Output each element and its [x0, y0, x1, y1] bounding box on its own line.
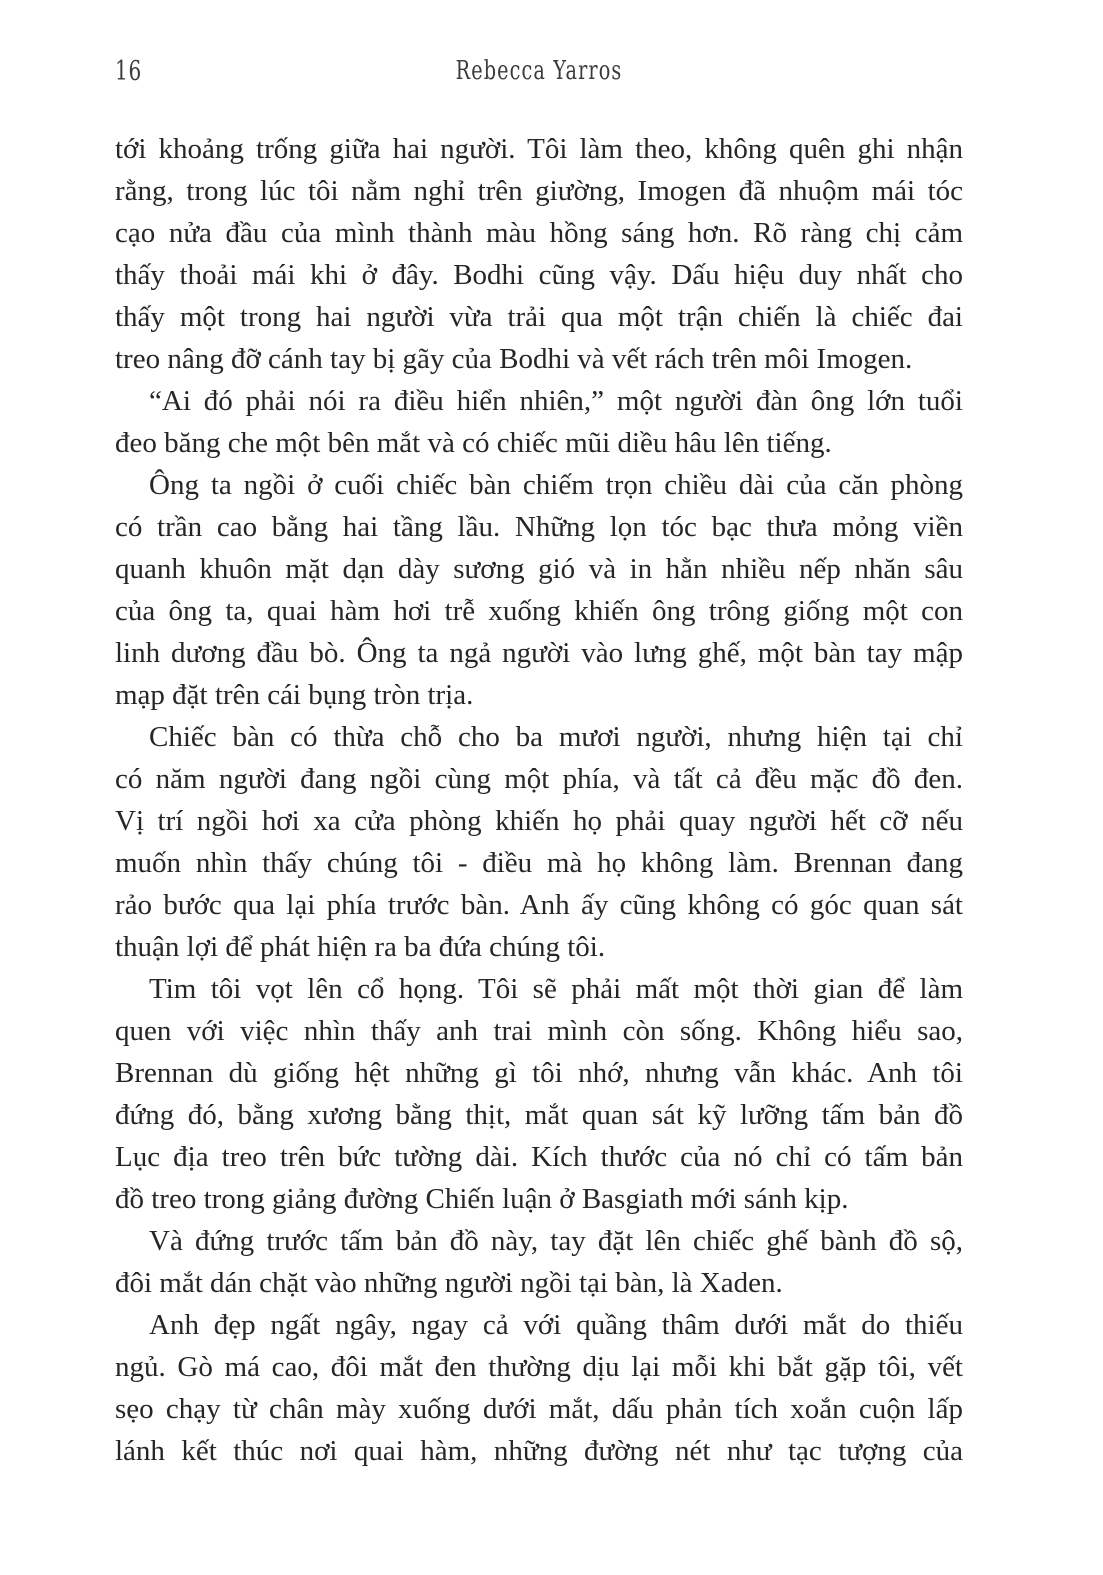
text-line: của ông ta, quai hàm hơi trễ xuống khiến ông trông giống một con	[115, 595, 963, 627]
text-line: thuận lợi để phát hiện ra ba đứa chúng tôi.	[115, 931, 606, 963]
text-line: quanh khuôn mặt dạn dày sương gió và in hằn nhiều nếp nhăn sâu	[115, 553, 963, 585]
text-line: lánh kết thúc nơi quai hàm, những đường nét như tạc tượng của	[115, 1435, 963, 1467]
text-line: tới khoảng trống giữa hai người. Tôi làm theo, không quên ghi nhận	[115, 133, 963, 165]
paragraph	[115, 1220, 963, 1304]
text-line: thấy một trong hai người vừa trải qua một trận chiến là chiếc đai	[115, 301, 963, 333]
text-line: rằng, trong lúc tôi nằm nghỉ trên giường, Imogen đã nhuộm mái tóc	[115, 175, 963, 207]
paragraph	[115, 968, 963, 1220]
text-line: Vị trí ngồi hơi xa cửa phòng khiến họ phải quay người hết cỡ nếu	[115, 805, 963, 837]
paragraph	[115, 464, 963, 716]
text-line: muốn nhìn thấy chúng tôi - điều mà họ không làm. Brennan đang	[115, 847, 963, 879]
page-header	[115, 56, 963, 90]
text-line: Ông ta ngồi ở cuối chiếc bàn chiếm trọn chiều dài của căn phòng	[149, 469, 963, 501]
text-line: sẹo chạy từ chân mày xuống dưới mắt, dấu phản tích xoắn cuộn lấp	[115, 1393, 963, 1425]
text-line: đôi mắt dán chặt vào những người ngồi tại bàn, là Xaden.	[115, 1267, 783, 1299]
text-line: Anh đẹp ngất ngây, ngay cả với quầng thâm dưới mắt do thiếu	[149, 1309, 963, 1341]
text-line: Và đứng trước tấm bản đồ này, tay đặt lên chiếc ghế bành đồ sộ,	[149, 1225, 963, 1257]
text-line: đồ treo trong giảng đường Chiến luận ở Basgiath mới sánh kịp.	[115, 1183, 849, 1215]
text-line: có trần cao bằng hai tầng lầu. Những lọn tóc bạc thưa mỏng viền	[115, 511, 963, 543]
text-line: có năm người đang ngồi cùng một phía, và tất cả đều mặc đồ đen.	[115, 763, 963, 795]
text-line: đứng đó, bằng xương bằng thịt, mắt quan sát kỹ lưỡng tấm bản đồ	[115, 1099, 963, 1131]
paragraph	[115, 716, 963, 968]
page-body	[115, 128, 963, 1472]
text-line: treo nâng đỡ cánh tay bị gãy của Bodhi và vết rách trên môi Imogen.	[115, 343, 913, 375]
text-line: ngủ. Gò má cao, đôi mắt đen thường dịu lại mỗi khi bắt gặp tôi, vết	[115, 1351, 963, 1383]
text-line: quen với việc nhìn thấy anh trai mình còn sống. Không hiểu sao,	[115, 1015, 963, 1047]
text-line: “Ai đó phải nói ra điều hiển nhiên,” một người đàn ông lớn tuổi	[149, 385, 963, 417]
running-header-title: Rebecca Yarros	[455, 56, 623, 86]
text-line: Brennan dù giống hệt những gì tôi nhớ, nhưng vẫn khác. Anh tôi	[115, 1057, 963, 1089]
text-line: thấy thoải mái khi ở đây. Bodhi cũng vậy. Dấu hiệu duy nhất cho	[115, 259, 963, 291]
text-line: Tim tôi vọt lên cổ họng. Tôi sẽ phải mất một thời gian để làm	[149, 973, 963, 1005]
paragraph	[115, 128, 963, 380]
page-number: 16	[115, 56, 142, 87]
text-line: mạp đặt trên cái bụng tròn trịa.	[115, 679, 474, 711]
text-line: đeo băng che một bên mắt và có chiếc mũi diều hâu lên tiếng.	[115, 427, 832, 459]
paragraph	[115, 380, 963, 464]
text-line: Chiếc bàn có thừa chỗ cho ba mươi người, nhưng hiện tại chỉ	[149, 721, 963, 753]
text-line: Lục địa treo trên bức tường dài. Kích thước của nó chỉ có tấm bản	[115, 1141, 963, 1173]
paragraph	[115, 1304, 963, 1472]
text-line: rảo bước qua lại phía trước bàn. Anh ấy cũng không có góc quan sát	[115, 889, 963, 921]
text-line: cạo nửa đầu của mình thành màu hồng sáng hơn. Rõ ràng chị cảm	[115, 217, 963, 249]
text-line: linh dương đầu bò. Ông ta ngả người vào lưng ghế, một bàn tay mập	[115, 637, 963, 669]
